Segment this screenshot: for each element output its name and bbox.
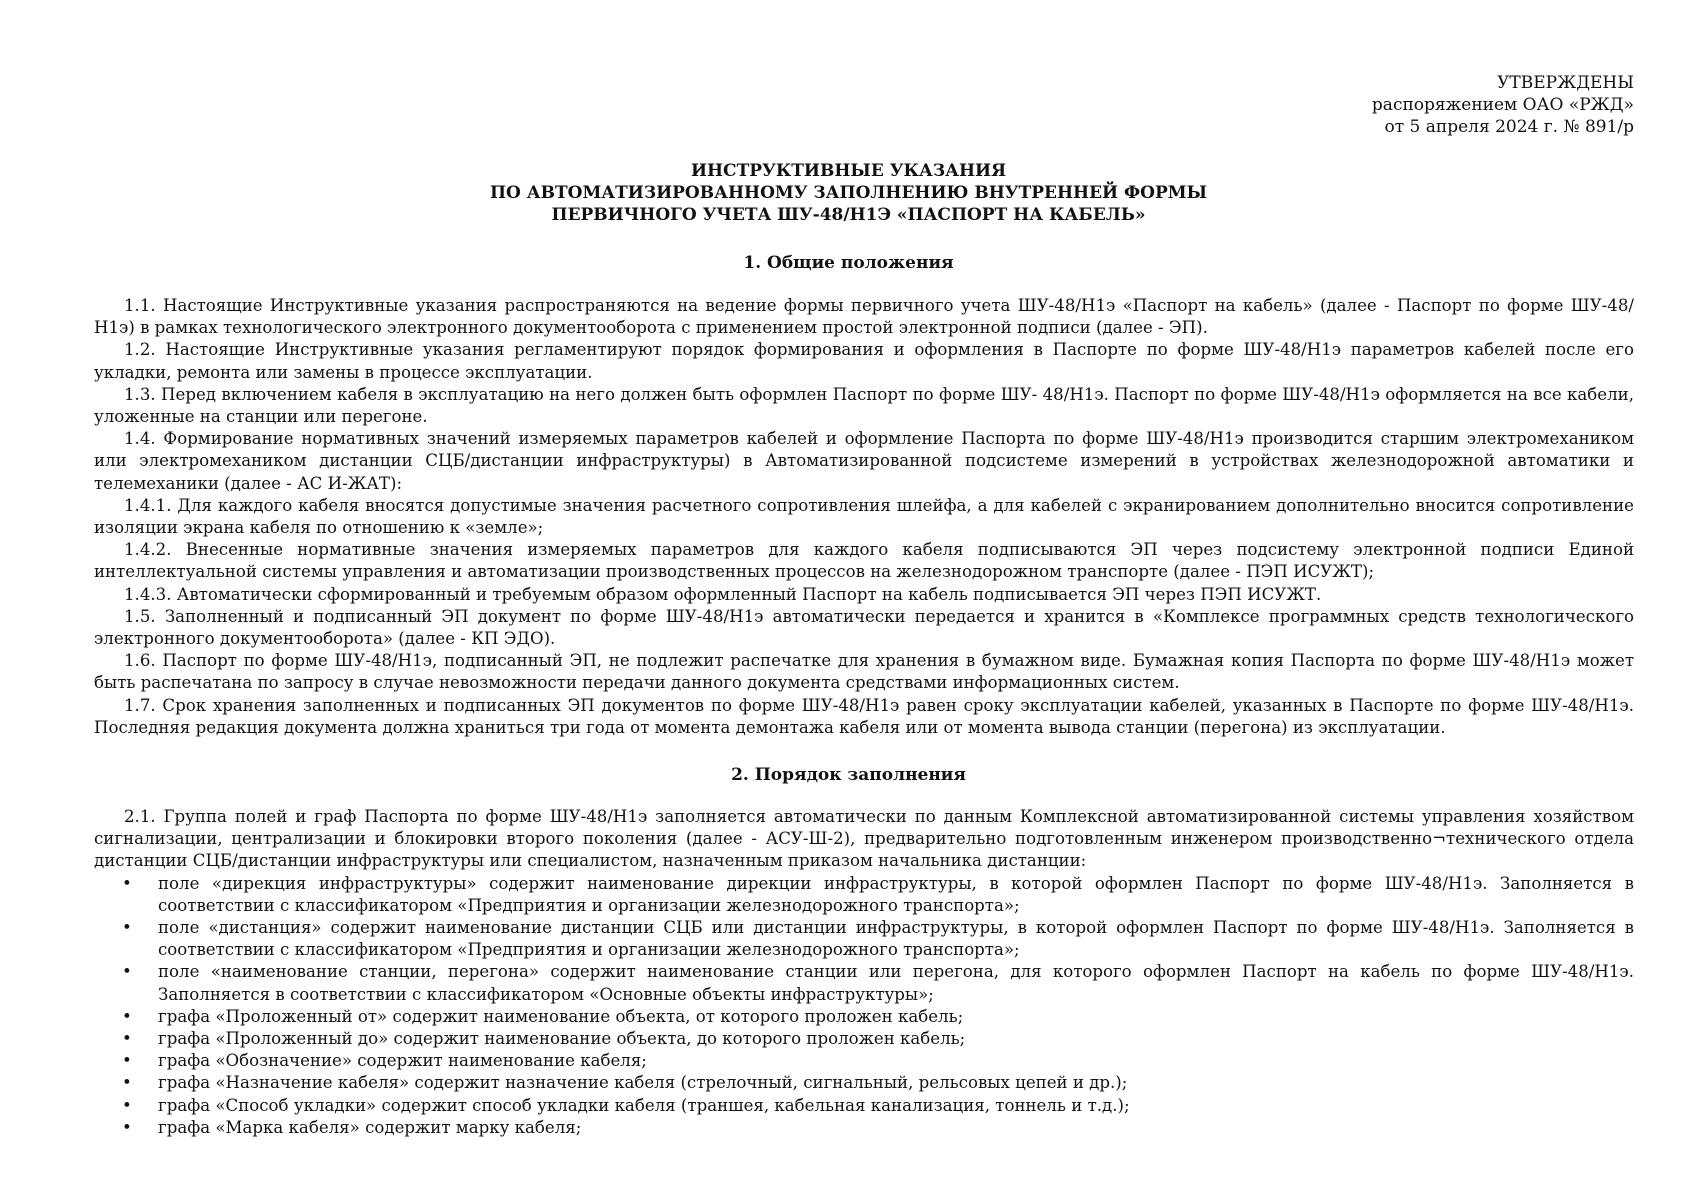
list-item-text: поле «дирекция инфраструктуры» содержит наименование дирекции инфраструктуры, в которой оформлен Паспорт по форме ШУ-48/Н1э. Заполняется в соответствии с классификатором «Предприятия и организации железнодорожного транспорта»; bbox=[158, 873, 1634, 915]
bullet-icon: • bbox=[122, 918, 132, 938]
paragraph-1-5: 1.5. Заполненный и подписанный ЭП документ по форме ШУ-48/Н1э автоматически передается и хранится в «Комплексе программных средств технологического электронного документооборота» (далее - КП ЭДО). bbox=[94, 606, 1634, 649]
section-1-heading: 1. Общие положения bbox=[743, 253, 954, 273]
paragraph-1-1: 1.1. Настоящие Инструктивные указания распространяются на ведение формы первичного учета ШУ-48/Н1э «Паспорт на кабель» (далее - Паспорт по форме ШУ-48/Н1э) в рамках технологического электронного документооборота с применением простой электронной подписи (далее - ЭП). bbox=[94, 296, 1634, 338]
paragraph-1-6: 1.6. Паспорт по форме ШУ-48/Н1э, подписанный ЭП, не подлежит распечатке для хранения в бумажном виде. Бумажная копия Паспорта по форме ШУ-48/Н1э может быть распечатана по запросу в случае невозможности передачи данного документа средствами информационных систем. bbox=[94, 651, 1634, 693]
approval-stamp bbox=[1372, 72, 1634, 138]
section-1-body bbox=[94, 295, 1634, 739]
approval-line-1: УТВЕРЖДЕНЫ bbox=[1497, 73, 1634, 93]
bullet-icon: • bbox=[122, 1117, 132, 1137]
list-item bbox=[94, 1072, 1634, 1094]
list-item-text: поле «наименование станции, перегона» содержит наименование станции или перегона, для которого оформлен Паспорт на кабель по форме ШУ-48/Н1э. Заполняется в соответствии с классификатором «Основные объекты инфраструктуры»; bbox=[158, 962, 1634, 1004]
list-item bbox=[94, 1050, 1634, 1072]
list-item-text: поле «дистанция» содержит наименование дистанции СЦБ или дистанции инфраструктуры, в которой оформлен Паспорт по форме ШУ-48/Н1э. Заполняется в соответствии с классификатором «Предприятия и организации железнодорожного транспорта»; bbox=[158, 918, 1634, 960]
bullet-icon: • bbox=[122, 1073, 132, 1093]
title-line-1: ИНСТРУКТИВНЫЕ УКАЗАНИЯ bbox=[690, 161, 1007, 181]
bullet-icon: • bbox=[122, 1006, 132, 1026]
fields-list bbox=[94, 873, 1634, 1139]
list-item bbox=[94, 873, 1634, 917]
approval-line-3: от 5 апреля 2024 г. № 891/р bbox=[1384, 117, 1634, 137]
list-item bbox=[94, 1095, 1634, 1117]
paragraph-1-3: 1.3. Перед включением кабеля в эксплуатацию на него должен быть оформлен Паспорт по форме ШУ- 48/Н1э. Паспорт по форме ШУ-48/Н1э оформляется на все кабели, уложенные на станции или перегоне. bbox=[94, 384, 1634, 427]
bullet-icon: • bbox=[122, 1051, 132, 1071]
list-item-text: графа «Назначение кабеля» содержит назначение кабеля (стрелочный, сигнальный, рельсовых цепей и др.); bbox=[158, 1073, 1128, 1093]
paragraph-1-2: 1.2. Настоящие Инструктивные указания регламентируют порядок формирования и оформления в Паспорте по форме ШУ-48/Н1э параметров кабелей после его укладки, ремонта или замены в процессе эксплуатации. bbox=[94, 340, 1634, 382]
list-item-text: графа «Способ укладки» содержит способ укладки кабеля (траншея, кабельная канализация, тоннель и т.д.); bbox=[158, 1095, 1130, 1115]
paragraph-1-4-2: 1.4.2. Внесенные нормативные значения измеряемых параметров для каждого кабеля подписываются ЭП через подсистему электронной подписи Единой интеллектуальной системы управления и автоматизации производственных процессов на железнодорожном транспорте (далее - ПЭП ИСУЖТ); bbox=[94, 540, 1634, 582]
list-item-text: графа «Марка кабеля» содержит марку кабеля; bbox=[158, 1117, 582, 1137]
bullet-icon: • bbox=[122, 962, 132, 982]
list-item-text: графа «Проложенный до» содержит наименование объекта, до которого проложен кабель; bbox=[158, 1029, 966, 1049]
paragraph-1-4: 1.4. Формирование нормативных значений измеряемых параметров кабелей и оформление Паспорта по форме ШУ-48/Н1э производится старшим электромехаником или электромехаником дистанции СЦБ/дистанции инфраструктуры) в Автоматизированной подсистеме измерений в устройствах железнодорожной автоматики и телемеханики (далее - АС И-ЖАТ): bbox=[94, 429, 1634, 493]
list-item bbox=[94, 961, 1634, 1005]
approval-line-2: распоряжением ОАО «РЖД» bbox=[1371, 95, 1634, 115]
paragraph-1-4-1: 1.4.1. Для каждого кабеля вносятся допустимые значения расчетного сопротивления шлейфа, а для кабелей с экранированием дополнительно вносится сопротивление изоляции экрана кабеля по отношению к «земле»; bbox=[94, 495, 1634, 538]
list-item bbox=[94, 1006, 1634, 1028]
bullet-icon: • bbox=[122, 1095, 132, 1115]
paragraph-2-1: 2.1. Группа полей и граф Паспорта по форме ШУ-48/Н1э заполняется автоматически по данным Комплексной автоматизированной системы управления хозяйством сигнализации, централизации и блокировки второго поколения (далее - АСУ-Ш-2), предварительно подготовленным инженером производственно¬технического отдела дистанции СЦБ/дистанции инфраструктуры или специалистом, назначенным приказом начальника дистанции: bbox=[94, 807, 1634, 871]
list-item bbox=[94, 917, 1634, 961]
list-item bbox=[94, 1028, 1634, 1050]
bullet-icon: • bbox=[122, 1029, 132, 1049]
list-item bbox=[94, 1117, 1634, 1139]
paragraph-1-7: 1.7. Срок хранения заполненных и подписанных ЭП документов по форме ШУ-48/Н1э равен сроку эксплуатации кабелей, указанных в Паспорте по форме ШУ-48/Н1э. Последняя редакция документа должна храниться три года от момента демонтажа кабеля или от момента вывода станции (перегона) из эксплуатации. bbox=[94, 695, 1634, 737]
section-2-heading: 2. Порядок заполнения bbox=[731, 765, 966, 785]
list-item-text: графа «Обозначение» содержит наименование кабеля; bbox=[158, 1051, 647, 1071]
list-item-text: графа «Проложенный от» содержит наименование объекта, от которого проложен кабель; bbox=[158, 1006, 964, 1026]
paragraph-1-4-3: 1.4.3. Автоматически сформированный и требуемым образом оформленный Паспорт на кабель подписывается ЭП через ПЭП ИСУЖТ. bbox=[124, 584, 1322, 604]
document-title bbox=[100, 160, 1597, 226]
bullet-icon: • bbox=[122, 873, 132, 893]
section-2-body bbox=[94, 806, 1634, 1139]
title-line-2: ПО АВТОМАТИЗИРОВАННОМУ ЗАПОЛНЕНИЮ ВНУТРЕННЕЙ ФОРМЫ bbox=[489, 183, 1207, 203]
title-line-3: ПЕРВИЧНОГО УЧЕТА ШУ-48/Н1Э «ПАСПОРТ НА КАБЕЛЬ» bbox=[551, 205, 1146, 225]
